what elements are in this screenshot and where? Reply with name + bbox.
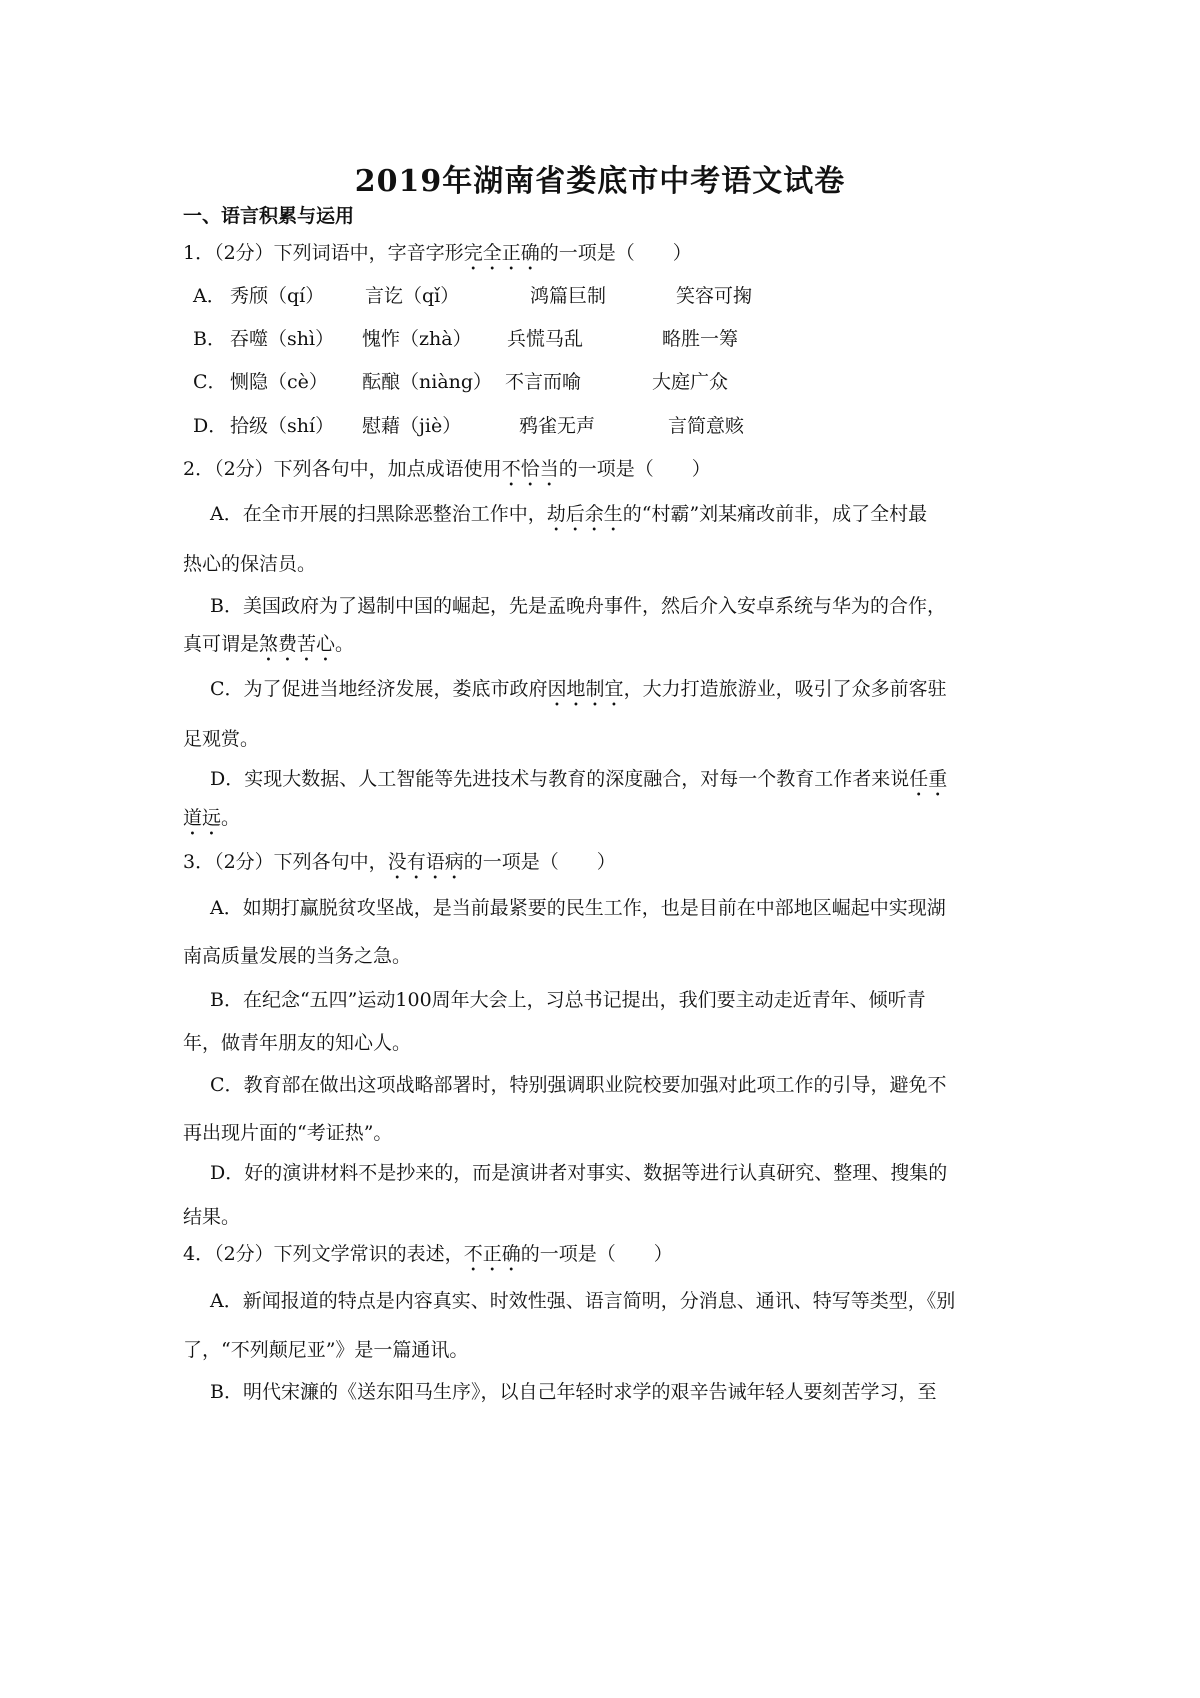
question-2-option-d: D．实现大数据、人工智能等先进技术与教育的深度融合，对每一个教育工作者来说任重 [210,768,948,790]
emphasis-text: 劫后余生 [546,503,623,525]
exam-page: 2019年湖南省娄底市中考语文试卷 一、语言积累与运用 1．（2分）下列词语中，字音字形完全正确的一项是（ ） A． 秀颀（qí） 言讫（qǐ） 鸿篇巨制 笑容可掬 B． 吞噬（shì） 愧怍（zhà） 兵慌马乱 略胜一筹 C． 恻隐（cè） 酝酿（niàng） 不言而喻 大庭广众 D． 拾级（shí） 慰藉（jiè） 鸦雀无声 言简意赅 2．（2分）下列各句中，加点成语使用不恰当的一项是（ ） A．在全市开展的扫黑除恶整治工作中，劫后余生的“村霸”刘某痛改前非，成了全村最 热心的保洁员。 B．美国政府为了遏制中国的崛起，先是孟晚舟事件，然后介入安卓系统与华为的合作， 真可谓是煞费苦心。 C．为了促进当地经济发展，娄底市政府因地制宜，大力打造旅游业，吸引了众多前客驻 足观赏。 D．实现大数据、人工智能等先进技术与教育的深度融合，对每一个教育工作者来说任重 道远。 3．（2分）下列各句中，没有语病的一项是（ ） A．如期打赢脱贫攻坚战，是当前最紧要的民生工作，也是目前在中部地区崛起中实现湖 南高质量发展的当务之急。 B．在纪念“五四”运动100周年大会上，习总书记提出，我们要主动走近青年、倾听青 年，做青年朋友的知心人。 C．教育部在做出这项战略部署时，特别强调职业院校要加强对此项工作的引导，避免不 再出现片面的“考证热”。 D．好的演讲材料不是抄来的，而是演讲者对事实、数据等进行认真研究、整理、搜集的 结果。 4．（2分）下列文学常识的表述，不正确的一项是（ ） A．新闻报道的特点是内容真实、时效性强、语言简明，分消息、通讯、特写等类型，《别 了，“不列颠尼亚”》是一篇通讯。 B．明代宋濂的《送东阳马生序》，以自己年轻时求学的艰辛告诫年轻人要刻苦学习，至 [0,0,1200,1698]
question-3-option-b: B．在纪念“五四”运动100周年大会上，习总书记提出，我们要主动走近青年、倾听青 [210,989,926,1011]
page-title: 2019年湖南省娄底市中考语文试卷 [354,164,846,199]
question-3-option-c: C．教育部在做出这项战略部署时，特别强调职业院校要加强对此项工作的引导，避免不 [210,1074,947,1096]
question-2-stem: 2．（2分）下列各句中，加点成语使用不恰当的一项是（ ） [183,458,711,480]
question-4-stem: 4．（2分）下列文学常识的表述，不正确的一项是（ ） [183,1243,673,1265]
question-3-option-a: A．如期打赢脱贫攻坚战，是当前最紧要的民生工作，也是目前在中部地区崛起中实现湖 [210,897,946,919]
question-3-option-c-cont: 再出现片面的“考证热”。 [183,1122,393,1144]
question-2-option-b-cont: 真可谓是煞费苦心。 [183,633,355,655]
question-4-option-a: A．新闻报道的特点是内容真实、时效性强、语言简明，分消息、通讯、特写等类型，《别 [210,1290,956,1312]
question-3-stem: 3．（2分）下列各句中，没有语病的一项是（ ） [183,851,616,873]
emphasis-text: 道远 [183,807,222,829]
question-3-option-d: D．好的演讲材料不是抄来的，而是演讲者对事实、数据等进行认真研究、整理、搜集的 [210,1162,948,1184]
section-heading: 一、语言积累与运用 [183,205,355,227]
question-2-option-c: C．为了促进当地经济发展，娄底市政府因地制宜，大力打造旅游业，吸引了众多前客驻 [210,678,947,700]
question-3-option-b-cont: 年，做青年朋友的知心人。 [183,1032,412,1054]
question-4-option-b: B．明代宋濂的《送东阳马生序》，以自己年轻时求学的艰辛告诫年轻人要刻苦学习，至 [210,1381,937,1403]
emphasis-text: 因地制宜 [547,678,624,700]
emphasis-text: 煞费苦心 [259,633,336,655]
question-4-option-a-cont: 了，“不列颠尼亚”》是一篇通讯。 [183,1339,469,1361]
emphasis-text: 不恰当 [501,458,559,480]
question-2-option-a: A．在全市开展的扫黑除恶整治工作中，劫后余生的“村霸”刘某痛改前非，成了全村最 [210,503,928,525]
emphasis-text: 不正确 [463,1243,521,1265]
question-2-option-d-cont: 道远。 [183,807,241,829]
question-3-option-a-cont: 南高质量发展的当务之急。 [183,945,412,967]
emphasis-text: 任重 [909,768,948,790]
emphasis-text: 完全正确 [463,242,540,264]
question-3-option-d-cont: 结果。 [183,1206,241,1228]
question-1-stem: 1．（2分）下列词语中，字音字形完全正确的一项是（ ） [183,242,692,264]
question-2-option-b: B．美国政府为了遏制中国的崛起，先是孟晚舟事件，然后介入安卓系统与华为的合作， [210,595,946,617]
emphasis-text: 没有语病 [387,851,464,873]
question-2-option-c-cont: 足观赏。 [183,728,260,750]
question-2-option-a-cont: 热心的保洁员。 [183,553,317,575]
